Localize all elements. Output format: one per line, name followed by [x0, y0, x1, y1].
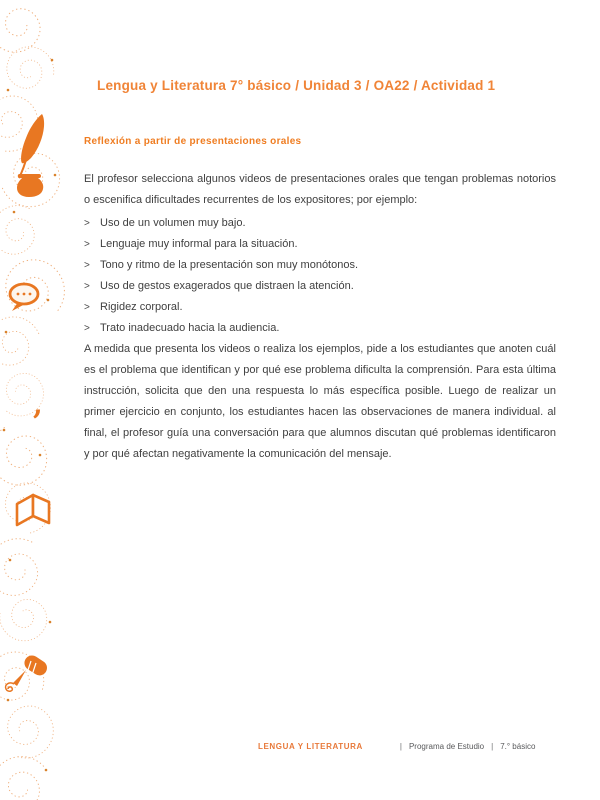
page-footer: [258, 742, 535, 751]
list-item-text: Tono y ritmo de la presentación son muy monótonos.: [100, 259, 359, 271]
decorative-sidebar: [0, 0, 66, 800]
list-item: [84, 213, 556, 234]
intro-paragraph: El profesor selecciona algunos videos de presentaciones orales que tengan problemas notorios o escenifica dificultades recurrentes de los expositores; por ejemplo:: [84, 173, 556, 206]
list-item-text: Lenguaje muy informal para la situación.: [100, 238, 298, 250]
main-content: [84, 78, 556, 465]
list-item-text: Uso de un volumen muy bajo.: [100, 217, 246, 229]
footer-separator: |: [399, 742, 402, 751]
problem-list: [84, 213, 556, 339]
list-item: [84, 297, 556, 318]
list-item: [84, 255, 556, 276]
footer-grade: 7.° básico: [500, 742, 536, 751]
list-item-text: Trato inadecuado hacia la audiencia.: [100, 322, 280, 334]
list-item: [84, 234, 556, 255]
bullet-marker: >: [84, 302, 90, 313]
comma-icon: [33, 388, 43, 421]
bullet-marker: >: [84, 260, 90, 271]
svg-text:,: ,: [33, 388, 43, 421]
open-book-icon: [17, 495, 49, 525]
list-item: [84, 318, 556, 339]
speech-bubble-icon: [10, 284, 38, 311]
list-item-text: Uso de gestos exagerados que distraen la atención.: [100, 280, 354, 292]
ink-pot-icon: [17, 174, 43, 197]
footer-program: Programa de Estudio: [408, 742, 485, 751]
footer-separator: |: [491, 742, 494, 751]
list-item: [84, 276, 556, 297]
bullet-marker: >: [84, 323, 90, 334]
bullet-marker: >: [84, 218, 90, 229]
list-item-text: Rigidez corporal.: [100, 301, 183, 313]
bullet-marker: >: [84, 281, 90, 292]
activity-title: Reflexión a partir de presentaciones orales: [84, 136, 302, 147]
quill-pen-icon: [19, 114, 44, 178]
bullet-marker: >: [84, 239, 90, 250]
footer-brand: LENGUA Y LITERATURA: [258, 742, 363, 751]
breadcrumb: Lengua y Literatura 7° básico / Unidad 3 / OA22 / Actividad 1: [97, 78, 496, 93]
instructions-paragraph: A medida que presenta los videos o realiza los ejemplos, pide a los estudiantes que anoten cuál es el problema que identifican y por qué ese problema dificulta la comprensión. Para esta última instrucción, solicita que den una respuesta lo más específica posible. Luego de realizar un primer ejercicio en conjunto, los estudiantes hacen las observaciones de manera individual. al final, el profesor guía una conversación para que alumnos discutan qué problemas identificaron y por qué afectan negativamente la comunicación del mensaje.: [84, 343, 556, 460]
